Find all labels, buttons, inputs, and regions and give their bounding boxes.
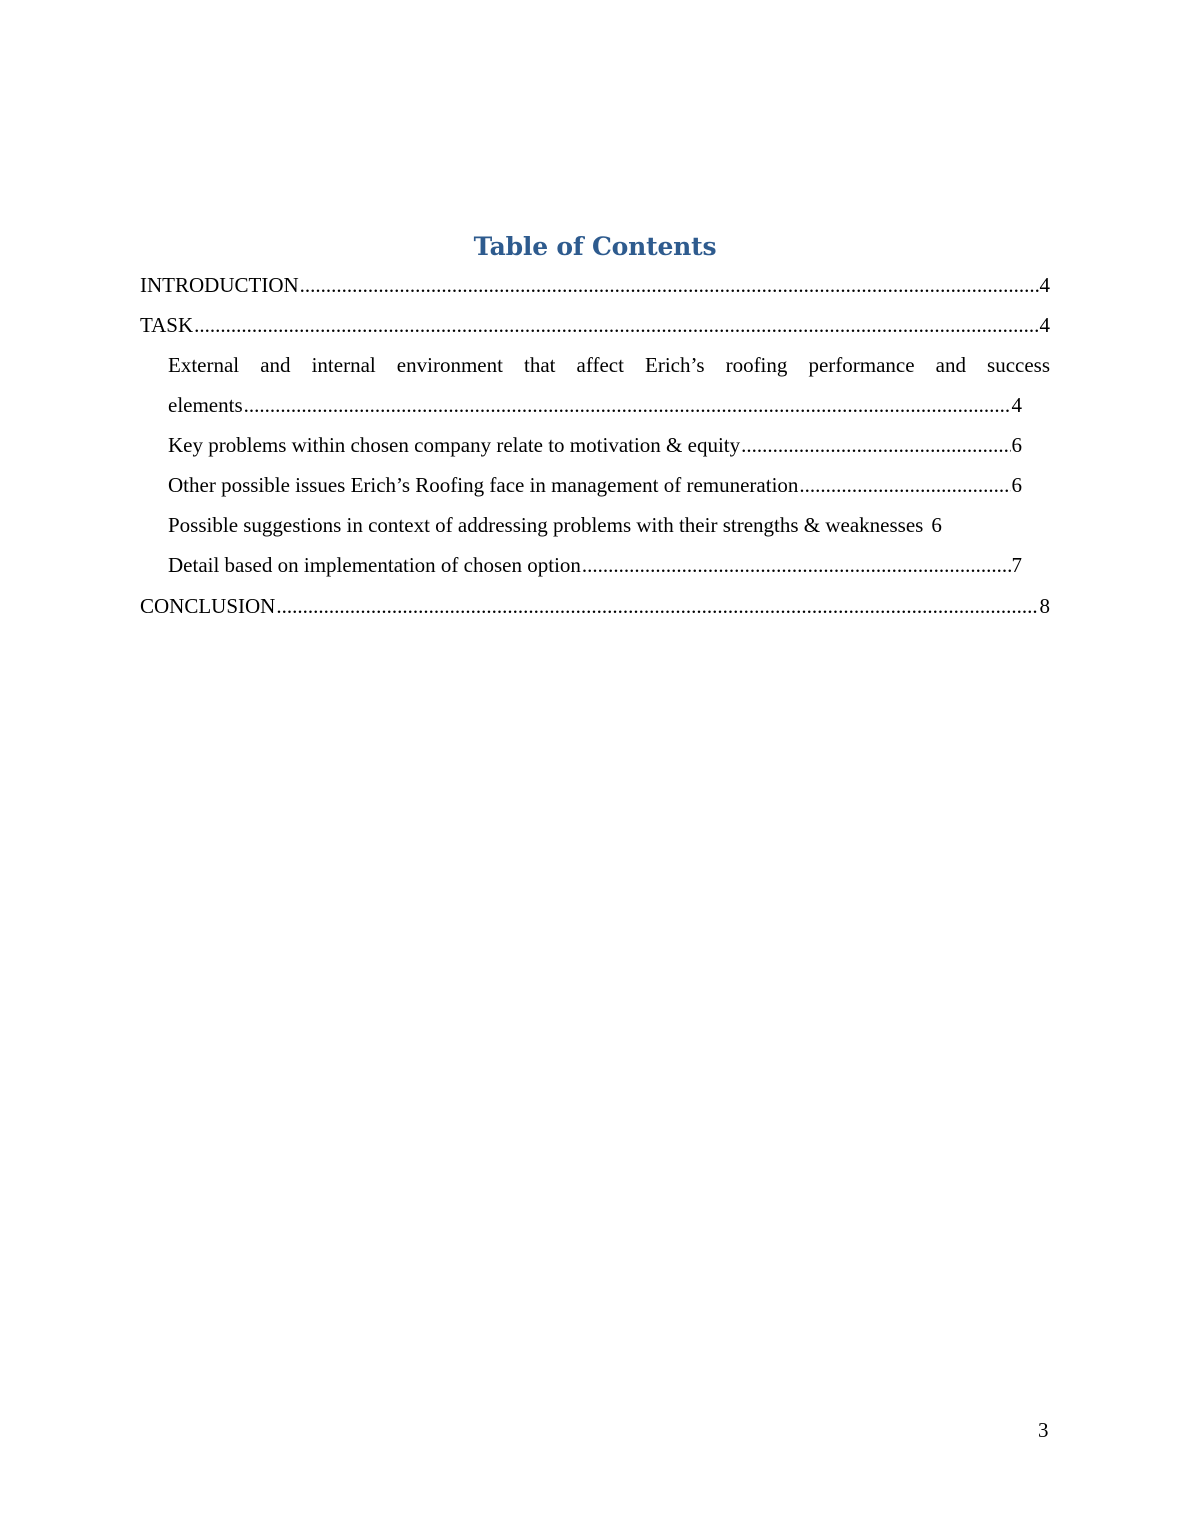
toc-entry-external-internal-line1[interactable] [168, 353, 1050, 377]
toc-entry-detail-implementation[interactable] [168, 553, 1022, 577]
toc-entry-key-problems[interactable] [168, 433, 1022, 457]
toc-entry-conclusion[interactable] [140, 594, 1050, 618]
toc-entry-label: TASK [140, 313, 194, 337]
toc-entry-label-line1: External and internal environment that affect Erich’s roofing performance and success [168, 353, 1050, 377]
toc-entry-label: INTRODUCTION [140, 273, 299, 297]
toc-entry-label: CONCLUSION [140, 594, 276, 618]
toc-entry-label-line2: elements [168, 393, 243, 417]
toc-leader-dots [244, 393, 1011, 417]
toc-entry-task[interactable] [140, 313, 1050, 337]
toc-leader-dots [799, 473, 1010, 497]
toc-entry-introduction[interactable] [140, 273, 1050, 297]
toc-leader-dots [582, 553, 1011, 577]
toc-entry-external-internal-line2[interactable] [168, 393, 1022, 417]
toc-entry-page: 6 [1011, 433, 1022, 457]
page-number: 3 [1038, 1418, 1049, 1442]
toc-entry-label: Detail based on implementation of chosen option [168, 553, 581, 577]
toc-entry-page: 4 [1011, 393, 1022, 417]
toc-entry-other-issues[interactable] [168, 473, 1022, 497]
toc-leader-dots [741, 433, 1010, 457]
toc-leader-dots [300, 273, 1039, 297]
toc-entry-label: Key problems within chosen company relate to motivation & equity [168, 433, 741, 457]
toc-entry-page: 6 [1011, 473, 1022, 497]
toc-entry-possible-suggestions[interactable] [168, 513, 1022, 537]
toc-title: Table of Contents [473, 232, 717, 261]
toc-entry-page: 4 [1039, 313, 1050, 337]
toc-leader-dots [276, 594, 1038, 618]
toc-entry-label: Other possible issues Erich’s Roofing face in management of remuneration [168, 473, 799, 497]
toc-entry-page: 4 [1039, 273, 1050, 297]
toc-entry-page: 8 [1039, 594, 1050, 618]
toc-entry-label: Possible suggestions in context of addressing problems with their strengths & weaknesses [168, 513, 924, 537]
toc-leader-dots [194, 313, 1038, 337]
toc-entry-page: 7 [1011, 553, 1022, 577]
toc-entry-page: 6 [931, 513, 942, 537]
